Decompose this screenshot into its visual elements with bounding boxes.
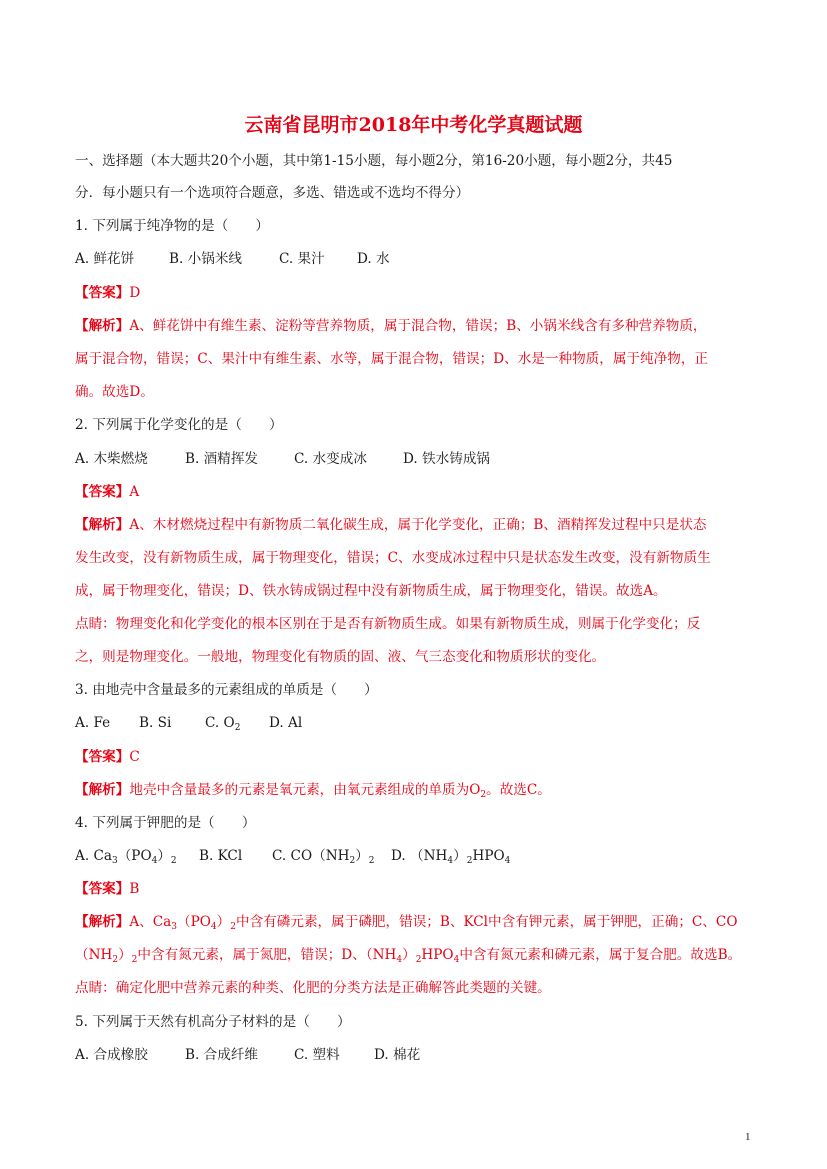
q4-an1-4: 中含有磷元素，属于磷肥，错误；B、KCl中含有钾元素，属于钾肥，正确；C、CO	[235, 914, 738, 930]
q4-a-1: A. Ca	[75, 848, 112, 864]
q4-option-a	[75, 846, 199, 866]
q3-option-d: D. Al	[269, 715, 303, 731]
analysis-label: 【解析】	[75, 318, 130, 334]
q2-note-line-1	[75, 614, 755, 634]
q3-analysis	[75, 780, 755, 800]
q4-answer-value: B	[129, 881, 140, 897]
q2-answer-value: A	[129, 484, 140, 500]
q1-analysis-line-2: 属于混合物，错误；C、果汁中有维生素、水等，属于混合物，错误；D、水是一种物质，属于纯净物，正	[75, 351, 709, 367]
q3-option-c	[205, 713, 269, 733]
q5-option-b: B. 合成纤维	[185, 1047, 259, 1063]
q4-an2-4: ）	[402, 947, 416, 963]
q4-an2-2: ）	[118, 947, 132, 963]
q4-a-sub-1: 3	[111, 856, 118, 866]
q4-an1-sub-2: 4	[210, 922, 217, 932]
q4-c-sub-1: 2	[349, 856, 356, 866]
q4-a-sub-2: 4	[151, 856, 158, 866]
q3-answer	[75, 747, 755, 767]
document-title: 云南省昆明市2018年中考化学真题试题	[244, 114, 583, 136]
q1-answer-value: D	[129, 285, 141, 301]
q2-note-line-2: 之，则是物理变化。一般地，物理变化有物质的固、液、气三态变化和物质形状的变化。	[75, 649, 606, 665]
q2-option-a: A. 木柴燃烧	[75, 451, 148, 467]
q2-option-d: D. 铁水铸成锅	[403, 451, 491, 467]
q2-analysis-text-1: A、木材燃烧过程中有新物质二氧化碳生成，属于化学变化，正确；B、酒精挥发过程中只是状态	[129, 517, 707, 533]
q4-an2-sub-3: 4	[396, 955, 403, 965]
q2-analysis-line-3: 成，属于物理变化，错误；D、铁水铸成锅过程中没有新物质生成，属于物理变化，错误。故选A。	[75, 583, 667, 599]
q5-option-c: C. 塑料	[294, 1047, 340, 1063]
q4-an2-sub-5: 4	[453, 955, 460, 965]
q4-d-1: D. （NH	[391, 848, 448, 864]
q4-option-b: B. KCl	[199, 848, 243, 864]
note-label: 点睛：	[75, 616, 116, 632]
q4-an1-1: A、Ca	[129, 914, 172, 930]
q4-a-3: ）	[157, 848, 171, 864]
q4-a-2: （PO	[117, 848, 152, 864]
q5-option-d: D. 棉花	[374, 1047, 421, 1063]
q4-an1-3: ）	[216, 914, 231, 930]
q4-an2-3: 中含有氮元素，属于氮肥，错误；D、（NH	[137, 947, 397, 963]
q4-an2-5: HPO	[421, 947, 454, 963]
q4-an2-sub-2: 2	[131, 955, 138, 965]
q1-analysis-line-3: 确。故选D。	[75, 384, 154, 400]
q4-d-sub-1: 4	[447, 856, 454, 866]
q1-option-c: C. 果汁	[279, 251, 325, 267]
q2-option-b: B. 酒精挥发	[185, 451, 259, 467]
q4-an2-6: 中含有氮元素和磷元素，属于复合肥。故选B。	[459, 947, 742, 963]
answer-label: 【答案】	[75, 749, 130, 765]
q3-answer-value: C	[129, 749, 140, 765]
q3-option-a: A. Fe	[75, 715, 111, 731]
q4-an1-2: （PO	[177, 914, 211, 930]
q4-an2-sub-1: 2	[112, 955, 119, 965]
q4-analysis-line-2	[75, 945, 755, 965]
q2-analysis-line-1	[75, 515, 755, 535]
q3-option-c-sub: 2	[234, 723, 241, 733]
page-number: 1	[745, 1131, 751, 1143]
q2-answer	[75, 482, 755, 502]
q1-option-d: D. 水	[357, 251, 390, 267]
q4-an2-1: （NH	[75, 947, 113, 963]
answer-label: 【答案】	[75, 881, 130, 897]
q3-analysis-end: 。故选C。	[486, 782, 551, 798]
q5-options	[75, 1045, 755, 1065]
q3-option-c-text: C. O	[205, 715, 235, 731]
q4-an1-sub-3: 2	[230, 922, 236, 932]
q1-option-a: A. 鲜花饼	[75, 251, 135, 267]
q3-options	[75, 713, 755, 733]
q2-analysis-line-2: 发生改变，没有新物质生成，属于物理变化，错误；C、水变成冰过程中只是状态发生改变，没有新物质生	[75, 550, 711, 566]
q4-answer	[75, 879, 755, 899]
analysis-label: 【解析】	[75, 517, 130, 533]
q3-stem: 3. 由地壳中含量最多的元素组成的单质是（ ）	[75, 682, 378, 698]
q2-stem: 2. 下列属于化学变化的是（ ）	[75, 417, 283, 433]
q4-stem: 4. 下列属于钾肥的是（ ）	[75, 815, 256, 831]
q2-note-text-1: 物理变化和化学变化的根本区别在于是否有新物质生成。如果有新物质生成，则属于化学变化；反	[115, 616, 701, 632]
q4-a-sub-3: 2	[170, 856, 177, 866]
q4-an1-sub-1: 3	[171, 922, 178, 932]
q4-d-3: HPO	[472, 848, 505, 864]
q3-option-b: B. Si	[139, 715, 172, 731]
section-intro-line-2: 分．每小题只有一个选项符合题意，多选、错选或不选均不得分）	[75, 185, 470, 201]
q2-option-c: C. 水变成冰	[294, 451, 367, 467]
q4-option-d	[391, 846, 510, 866]
q4-note	[75, 978, 755, 998]
q4-an2-sub-4: 2	[415, 955, 422, 965]
q4-d-sub-3: 4	[504, 856, 511, 866]
q5-option-a: A. 合成橡胶	[75, 1047, 148, 1063]
q1-answer	[75, 283, 755, 303]
q1-analysis-text-1: A、鲜花饼中有维生素、淀粉等营养物质，属于混合物，错误；B、小锅米线含有多种营养物质，	[129, 318, 707, 334]
section-intro-line-1: 一、选择题（本大题共20个小题，其中第1-15小题，每小题2分，第16-20小题，每小题2分，共45	[75, 153, 673, 169]
q3-analysis-text: 地壳中含量最多的元素是氧元素，由氧元素组成的单质为O	[129, 782, 481, 798]
q2-options	[75, 449, 755, 469]
q1-option-b: B. 小锅米线	[169, 251, 243, 267]
q1-analysis-line-1	[75, 316, 755, 336]
q4-option-c	[272, 846, 391, 866]
q4-d-sub-2: 2	[466, 856, 473, 866]
q4-c-sub-2: 2	[368, 856, 375, 866]
analysis-label: 【解析】	[75, 782, 130, 798]
q1-options	[75, 249, 755, 269]
q4-analysis-line-1	[75, 912, 755, 932]
q4-c-2: ）	[355, 848, 369, 864]
note-label: 点睛：	[75, 980, 116, 996]
q4-c-1: C. CO（NH	[272, 848, 350, 864]
q3-analysis-sub: 2	[480, 790, 487, 800]
analysis-label: 【解析】	[75, 914, 130, 930]
q1-stem: 1. 下列属于纯净物的是（ ）	[75, 218, 270, 234]
q4-note-text: 确定化肥中营养元素的种类、化肥的分类方法是正确解答此类题的关键。	[115, 980, 551, 996]
q4-d-2: ）	[453, 848, 467, 864]
q4-options	[75, 846, 755, 866]
answer-label: 【答案】	[75, 285, 130, 301]
q5-stem: 5. 下列属于天然有机高分子材料的是（ ）	[75, 1014, 351, 1030]
answer-label: 【答案】	[75, 484, 130, 500]
